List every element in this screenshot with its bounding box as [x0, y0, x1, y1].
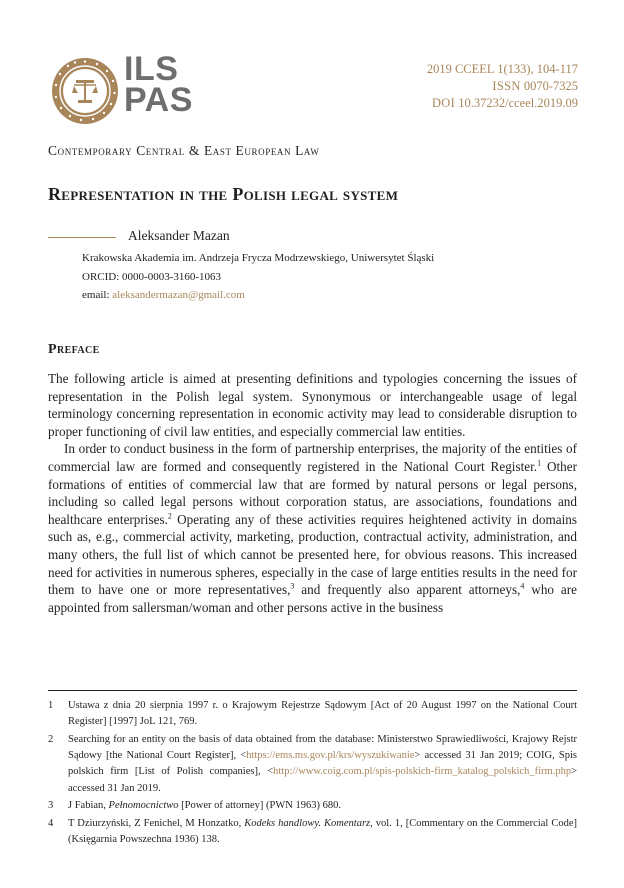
footnote-link-coig[interactable]: http://www.coig.com.pl/spis-polskich-firm_katalog_polskich_firm.php	[273, 766, 572, 778]
doi-label: DOI	[431, 96, 456, 110]
institute-seal-icon	[50, 56, 120, 126]
footnote-number: 1	[48, 700, 54, 711]
journal-reference: 2019 CCEEL 1(133), 104-117	[426, 62, 578, 76]
ilspas-logo	[124, 50, 193, 119]
footnote-text-b: [Power of attorney] (PWN 1963) 680.	[178, 800, 341, 812]
footnote-number: 2	[48, 733, 54, 745]
p2-text-c: Operating any of these activities requires heightened activity in domains such as, e.g., commercial activity, marketing, production, contractual activity, administration, and many others, the full list of which cannot be presented here, for obvious reasons. This increased need for activities in numerous spheres, especially in the case of large entities results in the need for them to have one or more representatives,	[48, 511, 577, 598]
p2-text-a: In order to conduct business in the form of partnership enterprises, the majority of the entities of commercial law are formed and consequently registered in the National Court Register.	[48, 441, 577, 474]
doi-line	[427, 95, 578, 112]
logo-line-pas: PAS	[124, 81, 193, 119]
footnote-text-a: J Fabian,	[68, 800, 109, 812]
footnote-link-krs[interactable]: https://ems.ms.gov.pl/krs/wyszukiwanie	[246, 750, 415, 762]
paragraph-2	[48, 440, 577, 616]
affiliation: Krakowska Akademia im. Andrzeja Frycza Modrzewskiego, Uniwersytet Śląski	[82, 252, 435, 264]
footnote-text	[68, 816, 577, 848]
issn-value: 0070-7325	[523, 79, 578, 93]
footnote-text-a: T Dziurzyński, Z Fenichel, M Honzatko,	[68, 817, 245, 829]
p2-text-d: and frequently also apparent attorneys,	[294, 582, 521, 598]
orcid: ORCID: 0000-0003-3160-1063	[82, 270, 222, 283]
doi-value: 10.37232/cceel.2019.09	[458, 96, 578, 110]
footnote	[48, 816, 577, 848]
article-title: Representation in the Polish legal system	[48, 184, 399, 204]
footnote-text-c: > accessed 31 Jan 2019.	[68, 766, 577, 794]
footnote-book-title: Pełnomocnictwo	[108, 800, 179, 812]
footnote-text	[68, 798, 577, 814]
paragraph-1: The following article is aimed at presenting definitions and typologies concerning the issues of representation in the Polish legal system. Synonymous or interchangeable usage of legal terminology concerning representation in economic activity may lead to considerable disruption to proper functioning of civil law entities, and especially commercial law entities.	[48, 371, 577, 439]
footnote-ref-3[interactable]: 3	[290, 581, 295, 591]
footnote-text-b: > accessed 31 Jan 2019; COIG, Spis polskich firm [List of Polish companies], <	[68, 750, 577, 778]
author-details	[82, 249, 434, 305]
section-heading: Preface	[48, 342, 100, 357]
footnote-text-a: Searching for an entity on the basis of data obtained from the database: Ministerstwo Sprawiedliwości, Krajowy Rejstr Sądowy [the National Court Register], <	[68, 733, 577, 762]
footnote	[48, 732, 577, 797]
footnote-divider	[48, 690, 577, 691]
logo-line-ils: ILS	[124, 50, 179, 88]
email-label: email:	[82, 289, 110, 301]
footnote	[48, 798, 577, 814]
p2-text-b: Other formations of entities of commercial law that are formed by natural persons or legal persons, including so called legal persons without corporation status, are associations, foundations and healthcare enterprises.	[48, 458, 577, 527]
issn-line	[427, 78, 578, 95]
author-name: Aleksander Mazan	[128, 228, 230, 243]
footnotes	[48, 698, 577, 850]
email-line	[82, 286, 434, 305]
footnote-text	[68, 732, 577, 797]
footnote-ref-4[interactable]: 4	[520, 581, 525, 591]
body-text	[48, 370, 577, 616]
footnote-ref-1[interactable]: 1	[537, 458, 542, 468]
footnote-text-b: , vol. 1, [Commentary on the Commercial Code] (Księgarnia Powszechna 1936) 138.	[68, 817, 577, 846]
footnote-ref-2[interactable]: 2	[167, 511, 172, 521]
email-link[interactable]: aleksandermazan@gmail.com	[112, 289, 245, 301]
footnote-number: 4	[48, 817, 54, 829]
footnote-text: Ustawa z dnia 20 sierpnia 1997 r. o Krajowym Rejestrze Sądowym [Act of 20 August 1997 on the National Court Register] [1997] JoL 121, 769.	[68, 700, 577, 728]
author-rule	[48, 237, 116, 238]
article-metadata	[427, 61, 578, 112]
footnote-book-title: Kodeks handlowy. Komentarz	[244, 817, 371, 829]
journal-name: Contemporary Central & East European Law	[48, 143, 320, 158]
footnote-number: 3	[48, 800, 54, 812]
issn-label: ISSN	[492, 79, 521, 93]
footnote	[48, 698, 577, 730]
p2-text-e: who are appointed from sallersman/woman and other persons active in the business	[48, 582, 578, 615]
